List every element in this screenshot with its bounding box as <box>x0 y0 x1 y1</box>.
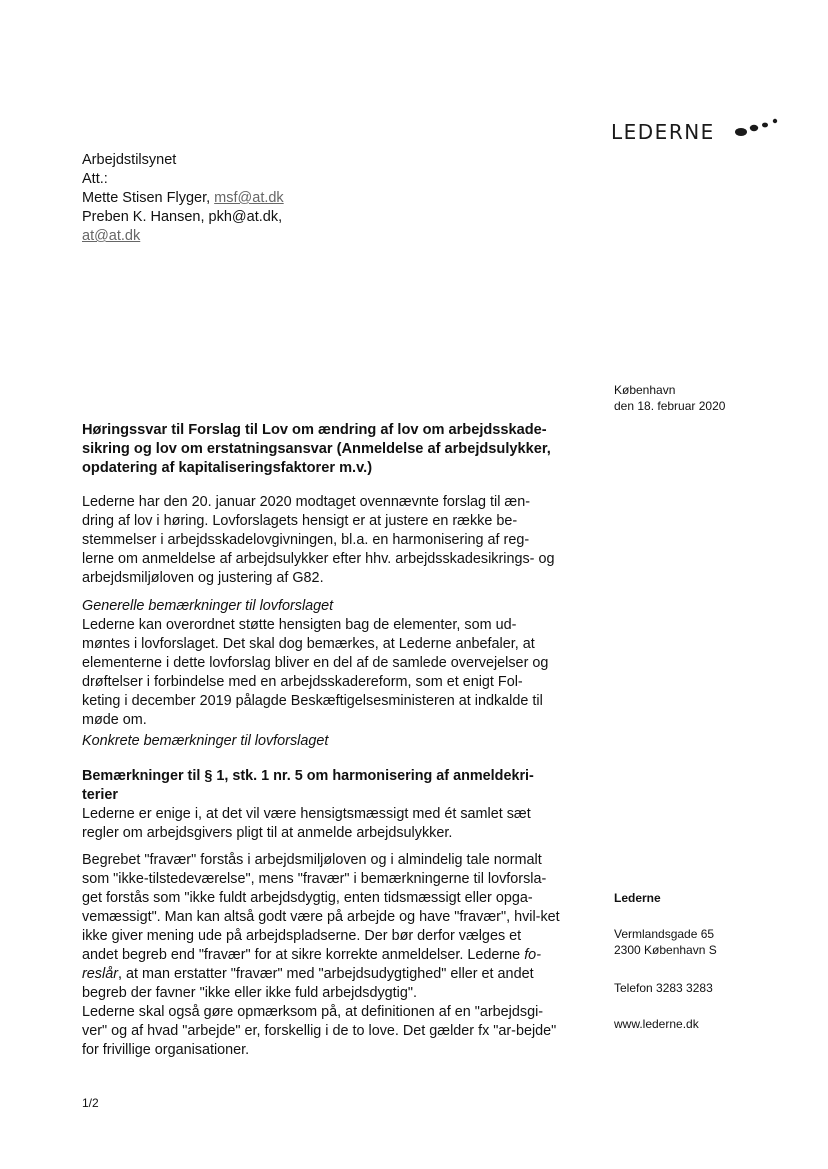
contact-web[interactable]: www.lederne.dk <box>614 1017 699 1031</box>
general-heading: Generelle bemærkninger til lovforslaget <box>82 598 334 614</box>
email-link-at[interactable]: at@at.dk <box>82 228 141 244</box>
fravaer-text-a: Begrebet "fravær" forstås i arbejdsmiljøloven og i almindelig tale normalt som "ikke-tilstedeværelse", mens "fravær" i bemærkningerne til lovforsla-get forstås som "ikke fuldt arbejdsdygtig, enten tidsmæssigt eller opga-vemæssigt". Man kan altså godt være på arbejde og have "fravær", hvil-ket ikke giver mening ude på arbejdspladserne. Der bør derfor vælges et andet begreb end "fravær" for at sikre korrekte anmeldelser. Lederne <box>82 852 560 963</box>
contact-street: Vermlandsgade 65 <box>614 927 715 941</box>
recipient-line-1 <box>82 189 284 208</box>
page-number: 1/2 <box>82 1096 99 1110</box>
lederne-logo <box>611 112 801 152</box>
fravaer-paragraph <box>82 851 560 1003</box>
general-text: Lederne kan overordnet støtte hensigten bag de elementer, som ud-møntes i lovforslaget. Det skal dog bemærkes, at Lederne anbefaler, at elementerne i dette lovforslag bliver en del af de samlede overvejelser og drøftelser i forbindelse med en arbejdsskadereform, som et enigt Fol-keting i december 2019 pålagde Beskæftigelsesministeren at indkalde til møde om. <box>82 617 549 728</box>
logo-dots-icon <box>735 118 795 140</box>
contact-address <box>614 926 717 958</box>
contact-name: Lederne <box>614 891 661 905</box>
recipient-org: Arbejdstilsynet <box>82 152 177 168</box>
section1 <box>82 767 560 843</box>
document-title: Høringssvar til Forslag til Lov om ændring af lov om arbejdsskade-sikring og lov om erstatningsansvar (Anmeldelse af arbejdsulykker, opdatering af kapitaliseringsfaktorer m.v.) <box>82 422 551 476</box>
section1-text: Lederne er enige i, at det vil være hensigtsmæssigt med ét samlet sæt regler om arbejdsgivers pligt til at anmelde arbejdsulykker. <box>82 806 531 841</box>
fravaer-text-b: , at man erstatter "fravær" med "arbejdsudygtighed" eller et andet begreb der favner "ikke eller ikke fuld arbejdsdygtig". <box>82 966 534 1001</box>
email-link-msf[interactable]: msf@at.dk <box>214 190 284 206</box>
contact-phone: Telefon 3283 3283 <box>614 981 713 995</box>
definitions-paragraph: Lederne skal også gøre opmærksom på, at definitionen af en "arbejdsgi-ver" og af hvad "arbejde" er, forskellig i de to love. Det gælder fx "ar-bejde" for frivillige organisationer. <box>82 1004 557 1058</box>
specific-heading: Konkrete bemærkninger til lovforslaget <box>82 733 329 749</box>
date-block <box>614 382 725 414</box>
recipient-line-3 <box>82 227 284 246</box>
date-city: København <box>614 383 676 397</box>
recipient-att: Att.: <box>82 171 108 187</box>
fravaer-text-italic: fo-reslår <box>82 947 541 982</box>
contact-postal: 2300 København S <box>614 943 717 957</box>
intro-paragraph: Lederne har den 20. januar 2020 modtaget ovennævnte forslag til æn-dring af lov i høring. Lovforslagets hensigt er at justere en række be-stemmelser i arbejdsskadelovgivningen, bl.a. en harmonisering af reg-lerne om anmeldelse af arbejdsulykker efter hhv. arbejdsskadesikrings- og arbejdsmiljøloven og justering af G82. <box>82 494 555 586</box>
recipient-line-2: Preben K. Hansen, pkh@at.dk, <box>82 209 283 225</box>
date-value: den 18. februar 2020 <box>614 399 726 413</box>
general-section <box>82 597 560 730</box>
section1-heading: Bemærkninger til § 1, stk. 1 nr. 5 om harmonisering af anmeldekri-terier <box>82 768 534 803</box>
logo-wordmark: LEDERNE <box>611 120 715 144</box>
recipient-address <box>82 151 284 246</box>
recipient-name-1: Mette Stisen Flyger, <box>82 190 215 206</box>
